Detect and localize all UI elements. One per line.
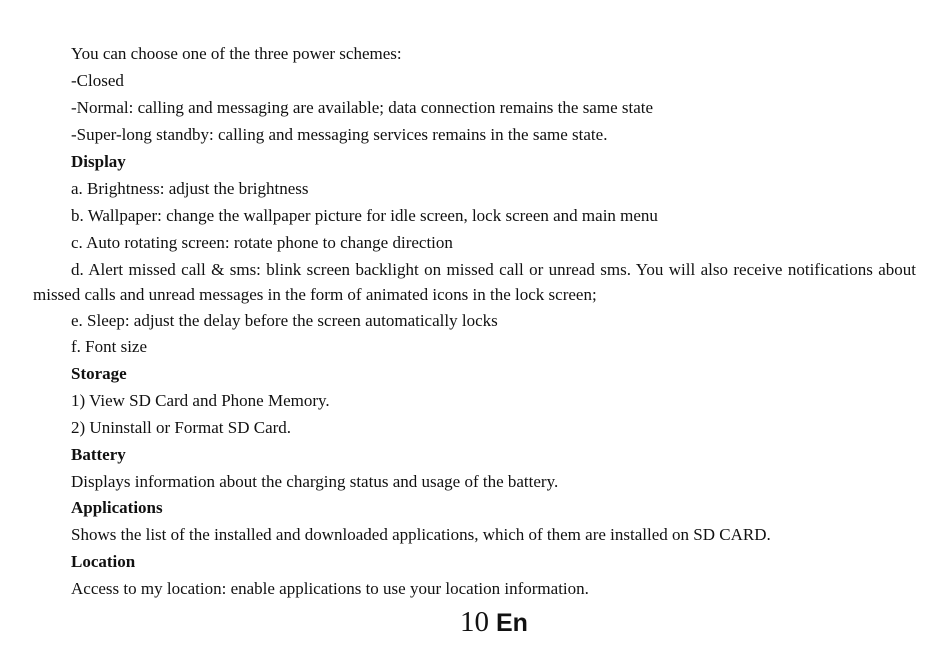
storage-heading: Storage: [71, 364, 127, 383]
display-item-auto-rotate: c. Auto rotating screen: rotate phone to change direction: [71, 233, 453, 252]
power-scheme-normal: -Normal: calling and messaging are available; data connection remains the same state: [71, 98, 654, 117]
display-item-wallpaper: b. Wallpaper: change the wallpaper picture for idle screen, lock screen and main menu: [71, 206, 658, 225]
display-item-alert-missed-call: d. Alert missed call & sms: blink screen backlight on missed call or unread sms. You will also receive notifications about missed calls and unread messages in the form of animated icons in the lock screen;: [33, 260, 916, 304]
display-item-font-size: f. Font size: [71, 337, 148, 356]
storage-item-view: 1) View SD Card and Phone Memory.: [71, 391, 330, 410]
storage-item-uninstall: 2) Uninstall or Format SD Card.: [71, 418, 292, 437]
location-heading: Location: [71, 552, 136, 571]
battery-text: Displays information about the charging status and usage of the battery.: [71, 472, 559, 491]
display-item-brightness: a. Brightness: adjust the brightness: [71, 179, 309, 198]
page-number: 10: [460, 606, 489, 638]
applications-heading: Applications: [71, 498, 163, 517]
display-heading: Display: [71, 152, 126, 171]
display-item-sleep: e. Sleep: adjust the delay before the screen automatically locks: [71, 311, 498, 330]
power-scheme-super-long: -Super-long standby: calling and messaging services remains in the same state.: [71, 125, 608, 144]
battery-heading: Battery: [71, 445, 126, 464]
applications-text: Shows the list of the installed and downloaded applications, which of them are installed on SD CARD.: [71, 525, 771, 544]
location-text: Access to my location: enable applications to use your location information.: [71, 579, 589, 598]
power-schemes-intro: You can choose one of the three power schemes:: [71, 44, 402, 63]
page-footer: [460, 604, 528, 640]
power-scheme-closed: -Closed: [71, 71, 124, 90]
language-code: En: [496, 609, 528, 637]
